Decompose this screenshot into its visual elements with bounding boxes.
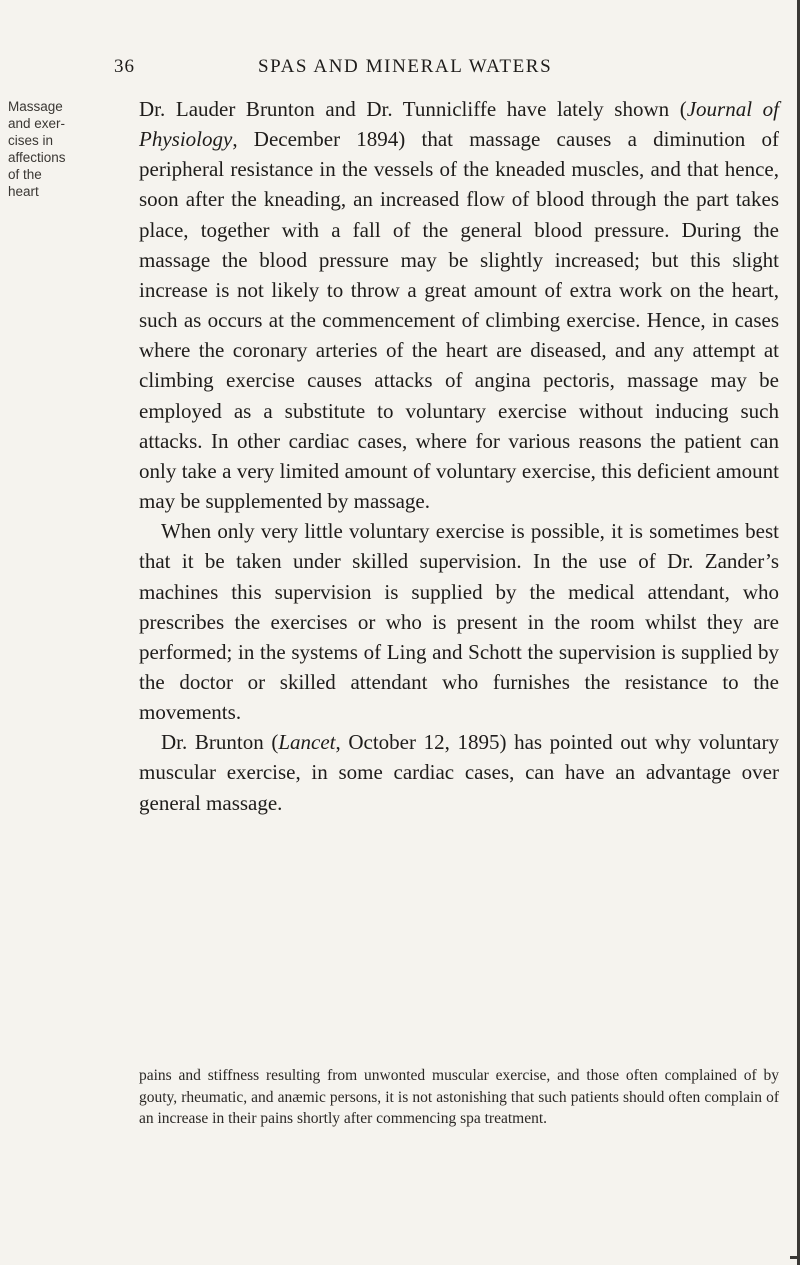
journal-citation: Lancet [278, 730, 336, 755]
paragraph-1-start: Dr. Lauder Brunton and Dr. Tunnicliffe have lately shown ( [139, 97, 687, 121]
side-note-line: heart [8, 184, 39, 199]
paragraph-2: When only very little voluntary exercise is possible, it is sometimes best that it be taken under skilled supervision. In the use of Dr. Zander’s machines this supervision is supplied by the medical attendant, who prescribes the exercises or who is present in the room whilst they are performed; in the systems of Ling and Schott the supervision is supplied by the doctor or skilled attendant who furnishes the resistance to the movements. [139, 519, 779, 725]
journal-citation: Journal of Physiology [139, 97, 779, 152]
side-note [8, 98, 100, 200]
running-head [108, 56, 788, 80]
footnote: pains and stiffness resulting from unwonted muscular exercise, and those often complained of by gouty, rheumatic, and anæmic persons, it is not astonishing that such patients should often complain of an increase in their pains shortly after commencing spa treatment. [139, 1067, 779, 1127]
page-edge-corner [790, 1256, 800, 1259]
paragraph-3-rest: , October 12, 1895) has pointed out why voluntary muscular exercise, in some cardiac cases, can have an advantage over general massage. [139, 730, 779, 815]
side-note-line: cises in [8, 133, 54, 148]
main-text [139, 94, 779, 818]
paragraph-3-start: Dr. Brunton ( [161, 730, 279, 755]
paragraph-1 [139, 94, 779, 516]
side-note-line: Massage [8, 99, 63, 114]
running-title: SPAS AND MINERAL WATERS [258, 56, 553, 77]
paragraph-1-rest: , December 1894) that massage causes a diminution of peripheral resistance in the vessels of the kneaded muscles, and that hence, soon after the kneading, an increased flow of blood through the part takes place, together with a fall of the general blood pressure. During the massage the blood pressure may be slightly increased; but this slight increase is not likely to throw a great amount of extra work on the heart, such as occurs at the commencement of climbing exercise. Hence, in cases where the coronary arteries of the heart are diseased, and any attempt at climbing exercise causes attacks of angina pectoris, massage may be employed as a substitute to voluntary exercise without inducing such attacks. In other cardiac cases, where for various reasons the patient can only take a very limited amount of voluntary exercise, this deficient amount may be supplemented by massage. [139, 127, 779, 514]
side-note-line: of the [8, 167, 42, 182]
side-note-line: affections [8, 150, 66, 165]
page-number: 36 [114, 56, 135, 77]
side-note-line: and exer- [8, 116, 66, 131]
paragraph-3 [139, 727, 779, 817]
